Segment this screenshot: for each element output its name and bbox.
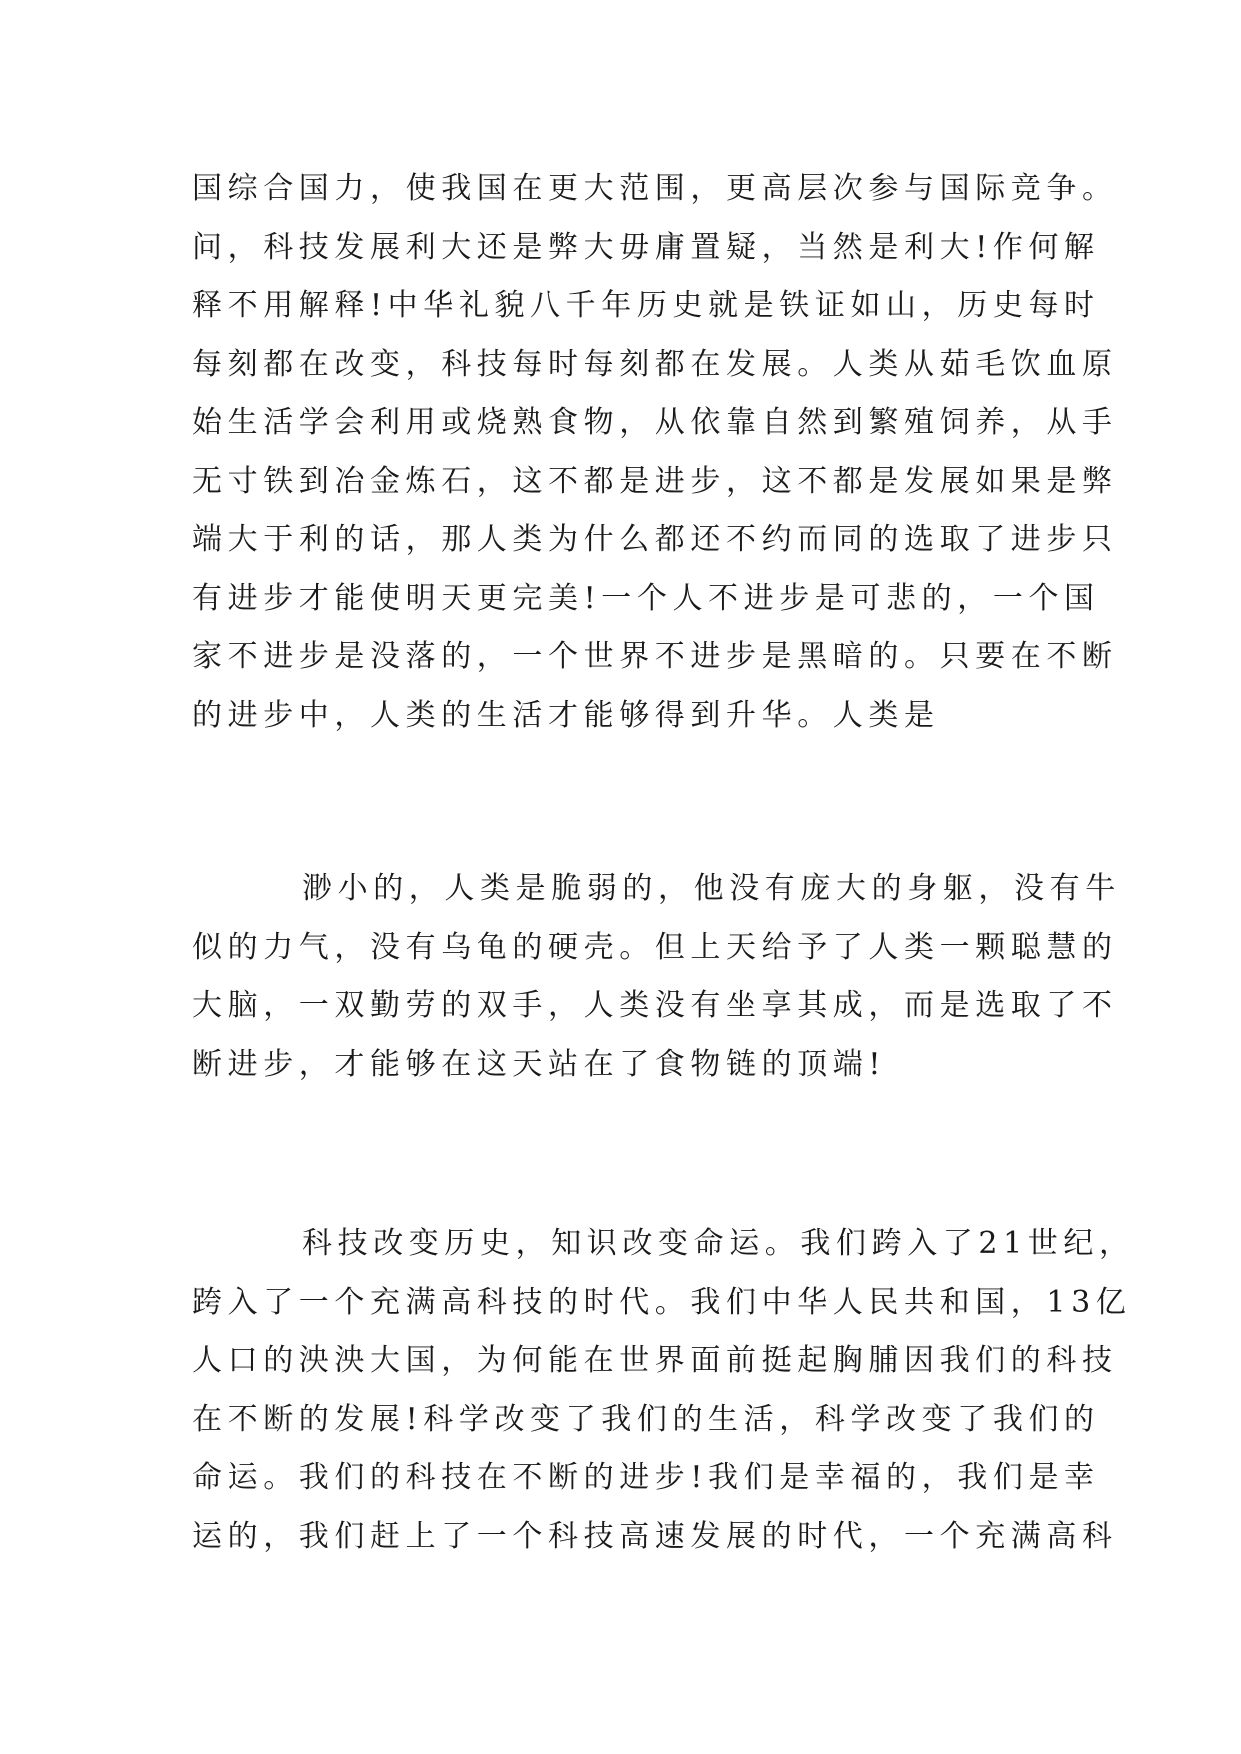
paragraph-line: 的进步中，人类的生活才能够得到升华。人类是 xyxy=(192,697,940,733)
paragraph-line: 断进步，才能够在这天站在了食物链的顶端! xyxy=(192,1046,887,1082)
paragraph-first-line: 渺小的，人类是脆弱的，他没有庞大的身躯，没有牛 xyxy=(302,871,1121,906)
paragraph-line: 始生活学会利用或烧熟食物，从依靠自然到繁殖饲养，从手 xyxy=(192,405,1118,440)
paragraph-line: 在不断的发展!科学改变了我们的生活，科学改变了我们的 xyxy=(192,1401,1100,1437)
paragraph-line: 跨入了一个充满高科技的时代。我们中华人民共和国，13亿 xyxy=(192,1284,1132,1320)
paragraph-line: 家不进步是没落的，一个世界不进步是黑暗的。只要在不断 xyxy=(192,639,1118,674)
paragraph-line: 命运。我们的科技在不断的进步!我们是幸福的，我们是幸 xyxy=(192,1460,1100,1495)
paragraph-line: 人口的泱泱大国，为何能在世界面前挺起胸脯因我们的科技 xyxy=(192,1343,1118,1378)
paragraph-2 xyxy=(192,860,1121,1094)
paragraph-line: 运的，我们赶上了一个科技高速发展的时代，一个充满高科 xyxy=(192,1518,1118,1554)
paragraph-line: 问，科技发展利大还是弊大毋庸置疑，当然是利大!作何解 xyxy=(192,229,1100,265)
paragraph-1 xyxy=(192,160,1118,745)
paragraph-line: 国综合国力，使我国在更大范围，更高层次参与国际竞争。 xyxy=(192,171,1118,206)
paragraph-line: 有进步才能使明天更完美!一个人不进步是可悲的，一个国 xyxy=(192,580,1100,616)
paragraph-line: 无寸铁到冶金炼石，这不都是进步，这不都是发展如果是弊 xyxy=(192,463,1118,499)
paragraph-line: 大脑，一双勤劳的双手，人类没有坐享其成，而是选取了不 xyxy=(192,988,1118,1023)
paragraph-line: 释不用解释!中华礼貌八千年历史就是铁证如山，历史每时 xyxy=(192,288,1100,323)
paragraph-3 xyxy=(192,1215,1135,1566)
paragraph-line: 每刻都在改变，科技每时每刻都在发展。人类从茹毛饮血原 xyxy=(192,346,1118,382)
paragraph-line: 端大于利的话，那人类为什么都还不约而同的选取了进步只 xyxy=(192,522,1118,557)
paragraph-first-line: 科技改变历史，知识改变命运。我们跨入了21世纪， xyxy=(302,1226,1135,1261)
paragraph-line: 似的力气，没有乌龟的硬壳。但上天给予了人类一颗聪慧的 xyxy=(192,929,1118,965)
